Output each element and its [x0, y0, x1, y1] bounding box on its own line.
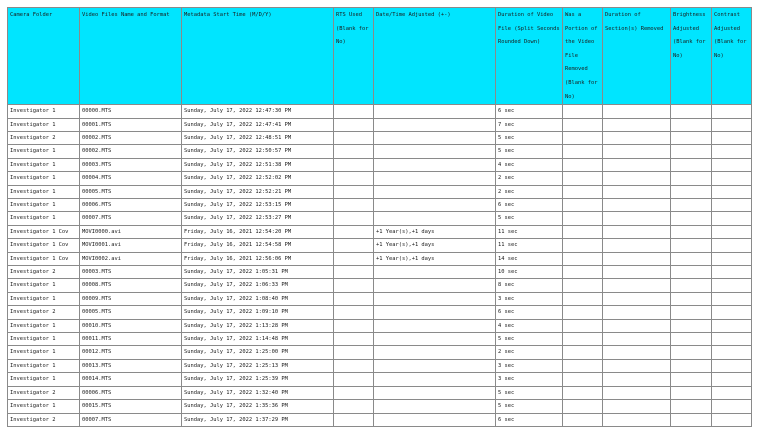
cell-metadata-start-time[interactable]: Sunday, July 17, 2022 1:09:10 PM [182, 306, 334, 319]
cell-video-file[interactable]: 00006.MTS [80, 199, 182, 212]
cell-camera-folder[interactable]: Investigator 1 Cov [8, 239, 80, 252]
cell-camera-folder[interactable]: Investigator 1 [8, 319, 80, 332]
cell-brightness-adjusted[interactable] [671, 400, 712, 413]
column-header-duration[interactable]: Duration of Video File (Split Seconds Rounded Down) [496, 8, 563, 105]
cell-video-file[interactable]: 00001.MTS [80, 118, 182, 131]
cell-duration[interactable]: 4 sec [496, 158, 563, 171]
cell-metadata-start-time[interactable]: Sunday, July 17, 2022 1:32:40 PM [182, 386, 334, 399]
cell-metadata-start-time[interactable]: Sunday, July 17, 2022 1:13:28 PM [182, 319, 334, 332]
column-header-rts-used[interactable]: RTS Used (Blank for No) [334, 8, 374, 105]
cell-duration[interactable]: 5 sec [496, 400, 563, 413]
cell-camera-folder[interactable]: Investigator 2 [8, 266, 80, 279]
cell-metadata-start-time[interactable]: Sunday, July 17, 2022 1:06:33 PM [182, 279, 334, 292]
cell-brightness-adjusted[interactable] [671, 386, 712, 399]
cell-metadata-start-time[interactable]: Friday, July 16, 2021 12:54:20 PM [182, 225, 334, 238]
cell-video-file[interactable]: MOVI0001.avi [80, 239, 182, 252]
cell-metadata-start-time[interactable]: Sunday, July 17, 2022 12:52:21 PM [182, 185, 334, 198]
cell-camera-folder[interactable]: Investigator 1 [8, 105, 80, 118]
cell-portion-removed[interactable] [563, 279, 603, 292]
cell-metadata-start-time[interactable]: Sunday, July 17, 2022 1:37:29 PM [182, 413, 334, 426]
cell-metadata-start-time[interactable]: Sunday, July 17, 2022 1:25:00 PM [182, 346, 334, 359]
cell-camera-folder[interactable]: Investigator 1 [8, 333, 80, 346]
cell-datetime-adjusted[interactable] [374, 279, 496, 292]
cell-datetime-adjusted[interactable] [374, 306, 496, 319]
cell-portion-removed[interactable] [563, 252, 603, 265]
table-row[interactable] [8, 413, 752, 426]
cell-duration[interactable]: 8 sec [496, 279, 563, 292]
cell-metadata-start-time[interactable]: Sunday, July 17, 2022 12:52:02 PM [182, 172, 334, 185]
cell-duration[interactable]: 11 sec [496, 225, 563, 238]
table-row[interactable] [8, 252, 752, 265]
cell-duration-removed[interactable] [603, 252, 671, 265]
cell-contrast-adjusted[interactable] [712, 413, 752, 426]
cell-video-file[interactable]: 00005.MTS [80, 185, 182, 198]
cell-contrast-adjusted[interactable] [712, 185, 752, 198]
cell-portion-removed[interactable] [563, 225, 603, 238]
cell-camera-folder[interactable]: Investigator 1 [8, 292, 80, 305]
cell-portion-removed[interactable] [563, 346, 603, 359]
cell-rts-used[interactable] [334, 105, 374, 118]
cell-duration[interactable]: 2 sec [496, 185, 563, 198]
cell-datetime-adjusted[interactable] [374, 158, 496, 171]
cell-metadata-start-time[interactable]: Sunday, July 17, 2022 12:51:38 PM [182, 158, 334, 171]
table-body [8, 105, 752, 427]
cell-duration-removed[interactable] [603, 279, 671, 292]
cell-portion-removed[interactable] [563, 413, 603, 426]
cell-video-file[interactable]: 00002.MTS [80, 131, 182, 144]
table-row[interactable] [8, 279, 752, 292]
cell-duration-removed[interactable] [603, 413, 671, 426]
cell-rts-used[interactable] [334, 333, 374, 346]
cell-duration[interactable]: 6 sec [496, 199, 563, 212]
cell-datetime-adjusted[interactable] [374, 145, 496, 158]
column-header-contrast-adjusted[interactable]: Contrast Adjusted (Blank for No) [712, 8, 752, 105]
cell-rts-used[interactable] [334, 386, 374, 399]
cell-duration-removed[interactable] [603, 199, 671, 212]
cell-datetime-adjusted[interactable] [374, 118, 496, 131]
cell-video-file[interactable]: 00012.MTS [80, 346, 182, 359]
cell-video-file[interactable]: 00006.MTS [80, 386, 182, 399]
cell-duration-removed[interactable] [603, 333, 671, 346]
cell-contrast-adjusted[interactable] [712, 306, 752, 319]
cell-portion-removed[interactable] [563, 145, 603, 158]
cell-metadata-start-time[interactable]: Sunday, July 17, 2022 1:25:13 PM [182, 359, 334, 372]
cell-duration[interactable]: 2 sec [496, 172, 563, 185]
cell-video-file[interactable]: MOVI0002.avi [80, 252, 182, 265]
cell-duration[interactable]: 11 sec [496, 239, 563, 252]
cell-camera-folder[interactable]: Investigator 1 [8, 373, 80, 386]
cell-camera-folder[interactable]: Investigator 2 [8, 413, 80, 426]
cell-duration[interactable]: 3 sec [496, 292, 563, 305]
column-header-brightness-adjusted[interactable]: Brightness Adjusted (Blank for No) [671, 8, 712, 105]
cell-rts-used[interactable] [334, 413, 374, 426]
cell-rts-used[interactable] [334, 239, 374, 252]
cell-duration[interactable]: 5 sec [496, 131, 563, 144]
cell-portion-removed[interactable] [563, 319, 603, 332]
cell-brightness-adjusted[interactable] [671, 131, 712, 144]
cell-brightness-adjusted[interactable] [671, 145, 712, 158]
table-row[interactable] [8, 105, 752, 118]
cell-contrast-adjusted[interactable] [712, 373, 752, 386]
table-row[interactable] [8, 400, 752, 413]
cell-video-file[interactable]: 00003.MTS [80, 266, 182, 279]
cell-camera-folder[interactable]: Investigator 1 [8, 400, 80, 413]
cell-duration[interactable]: 2 sec [496, 346, 563, 359]
cell-brightness-adjusted[interactable] [671, 239, 712, 252]
cell-portion-removed[interactable] [563, 118, 603, 131]
cell-duration-removed[interactable] [603, 172, 671, 185]
cell-rts-used[interactable] [334, 145, 374, 158]
cell-datetime-adjusted[interactable] [374, 105, 496, 118]
cell-duration-removed[interactable] [603, 145, 671, 158]
cell-contrast-adjusted[interactable] [712, 105, 752, 118]
cell-contrast-adjusted[interactable] [712, 118, 752, 131]
cell-duration-removed[interactable] [603, 185, 671, 198]
cell-portion-removed[interactable] [563, 172, 603, 185]
cell-camera-folder[interactable]: Investigator 2 [8, 131, 80, 144]
cell-portion-removed[interactable] [563, 131, 603, 144]
table-row[interactable] [8, 145, 752, 158]
cell-camera-folder[interactable]: Investigator 1 [8, 145, 80, 158]
cell-brightness-adjusted[interactable] [671, 292, 712, 305]
cell-portion-removed[interactable] [563, 185, 603, 198]
cell-duration[interactable]: 14 sec [496, 252, 563, 265]
cell-datetime-adjusted[interactable] [374, 319, 496, 332]
cell-rts-used[interactable] [334, 319, 374, 332]
cell-portion-removed[interactable] [563, 212, 603, 225]
column-header-portion-removed[interactable]: Was a Portion of the Video File Removed (Blank for No) [563, 8, 603, 105]
cell-duration[interactable]: 7 sec [496, 118, 563, 131]
cell-contrast-adjusted[interactable] [712, 172, 752, 185]
cell-rts-used[interactable] [334, 118, 374, 131]
cell-rts-used[interactable] [334, 199, 374, 212]
cell-portion-removed[interactable] [563, 199, 603, 212]
table-row[interactable] [8, 373, 752, 386]
cell-metadata-start-time[interactable]: Sunday, July 17, 2022 12:53:15 PM [182, 199, 334, 212]
cell-contrast-adjusted[interactable] [712, 292, 752, 305]
cell-portion-removed[interactable] [563, 105, 603, 118]
table-row[interactable] [8, 306, 752, 319]
table-row[interactable] [8, 185, 752, 198]
cell-datetime-adjusted[interactable] [374, 131, 496, 144]
cell-video-file[interactable]: 00009.MTS [80, 292, 182, 305]
cell-portion-removed[interactable] [563, 386, 603, 399]
cell-brightness-adjusted[interactable] [671, 306, 712, 319]
cell-rts-used[interactable] [334, 266, 374, 279]
cell-contrast-adjusted[interactable] [712, 346, 752, 359]
cell-rts-used[interactable] [334, 400, 374, 413]
table-row[interactable] [8, 239, 752, 252]
cell-duration[interactable]: 6 sec [496, 105, 563, 118]
cell-duration[interactable]: 3 sec [496, 373, 563, 386]
cell-duration-removed[interactable] [603, 266, 671, 279]
cell-brightness-adjusted[interactable] [671, 199, 712, 212]
cell-metadata-start-time[interactable]: Sunday, July 17, 2022 1:05:31 PM [182, 266, 334, 279]
cell-rts-used[interactable] [334, 225, 374, 238]
cell-portion-removed[interactable] [563, 359, 603, 372]
video-log-table [7, 7, 752, 427]
cell-video-file[interactable]: 00007.MTS [80, 212, 182, 225]
cell-datetime-adjusted[interactable] [374, 373, 496, 386]
cell-video-file[interactable]: 00003.MTS [80, 158, 182, 171]
cell-video-file[interactable]: 00002.MTS [80, 145, 182, 158]
cell-contrast-adjusted[interactable] [712, 266, 752, 279]
cell-rts-used[interactable] [334, 158, 374, 171]
table-row[interactable] [8, 319, 752, 332]
cell-brightness-adjusted[interactable] [671, 158, 712, 171]
cell-datetime-adjusted[interactable] [374, 266, 496, 279]
cell-brightness-adjusted[interactable] [671, 185, 712, 198]
cell-camera-folder[interactable]: Investigator 1 [8, 212, 80, 225]
cell-contrast-adjusted[interactable] [712, 279, 752, 292]
table-row[interactable] [8, 131, 752, 144]
cell-duration-removed[interactable] [603, 239, 671, 252]
table-row[interactable] [8, 266, 752, 279]
cell-video-file[interactable]: 00004.MTS [80, 172, 182, 185]
cell-portion-removed[interactable] [563, 373, 603, 386]
cell-datetime-adjusted[interactable] [374, 413, 496, 426]
cell-rts-used[interactable] [334, 373, 374, 386]
cell-metadata-start-time[interactable]: Sunday, July 17, 2022 12:47:30 PM [182, 105, 334, 118]
cell-duration[interactable]: 6 sec [496, 413, 563, 426]
cell-metadata-start-time[interactable]: Sunday, July 17, 2022 12:48:51 PM [182, 131, 334, 144]
cell-datetime-adjusted[interactable]: +1 Year(s),+1 days [374, 225, 496, 238]
cell-duration-removed[interactable] [603, 359, 671, 372]
column-header-duration-removed[interactable]: Duration of Section(s) Removed [603, 8, 671, 105]
cell-duration[interactable]: 5 sec [496, 386, 563, 399]
cell-rts-used[interactable] [334, 359, 374, 372]
cell-contrast-adjusted[interactable] [712, 386, 752, 399]
cell-camera-folder[interactable]: Investigator 1 [8, 346, 80, 359]
column-header-metadata-start-time[interactable]: Metadata Start Time (M/D/Y) [182, 8, 334, 105]
cell-contrast-adjusted[interactable] [712, 145, 752, 158]
cell-duration-removed[interactable] [603, 212, 671, 225]
cell-duration-removed[interactable] [603, 346, 671, 359]
cell-camera-folder[interactable]: Investigator 1 Cov [8, 252, 80, 265]
cell-brightness-adjusted[interactable] [671, 319, 712, 332]
table-row[interactable] [8, 199, 752, 212]
table-row[interactable] [8, 346, 752, 359]
cell-rts-used[interactable] [334, 346, 374, 359]
cell-duration-removed[interactable] [603, 105, 671, 118]
cell-duration[interactable]: 5 sec [496, 333, 563, 346]
cell-camera-folder[interactable]: Investigator 2 [8, 386, 80, 399]
cell-metadata-start-time[interactable]: Friday, July 16, 2021 12:54:58 PM [182, 239, 334, 252]
cell-metadata-start-time[interactable]: Sunday, July 17, 2022 1:25:39 PM [182, 373, 334, 386]
cell-duration[interactable]: 6 sec [496, 306, 563, 319]
cell-brightness-adjusted[interactable] [671, 346, 712, 359]
cell-contrast-adjusted[interactable] [712, 252, 752, 265]
table-row[interactable] [8, 172, 752, 185]
cell-camera-folder[interactable]: Investigator 1 [8, 158, 80, 171]
cell-contrast-adjusted[interactable] [712, 400, 752, 413]
table-row[interactable] [8, 212, 752, 225]
column-header-video-file[interactable]: Video Files Name and Format [80, 8, 182, 105]
cell-duration-removed[interactable] [603, 400, 671, 413]
cell-rts-used[interactable] [334, 131, 374, 144]
cell-metadata-start-time[interactable]: Sunday, July 17, 2022 12:47:41 PM [182, 118, 334, 131]
table-row[interactable] [8, 118, 752, 131]
cell-brightness-adjusted[interactable] [671, 225, 712, 238]
cell-duration-removed[interactable] [603, 319, 671, 332]
cell-datetime-adjusted[interactable]: +1 Year(s),+1 days [374, 239, 496, 252]
table-row[interactable] [8, 333, 752, 346]
column-header-camera-folder[interactable]: Camera Folder [8, 8, 80, 105]
cell-rts-used[interactable] [334, 185, 374, 198]
cell-brightness-adjusted[interactable] [671, 172, 712, 185]
cell-portion-removed[interactable] [563, 158, 603, 171]
cell-brightness-adjusted[interactable] [671, 413, 712, 426]
cell-camera-folder[interactable]: Investigator 1 [8, 359, 80, 372]
cell-datetime-adjusted[interactable]: +1 Year(s),+1 days [374, 252, 496, 265]
cell-duration[interactable]: 5 sec [496, 212, 563, 225]
cell-camera-folder[interactable]: Investigator 1 [8, 172, 80, 185]
cell-duration-removed[interactable] [603, 158, 671, 171]
header-row [8, 8, 752, 105]
cell-camera-folder[interactable]: Investigator 1 Cov [8, 225, 80, 238]
cell-duration[interactable]: 5 sec [496, 145, 563, 158]
cell-portion-removed[interactable] [563, 266, 603, 279]
cell-video-file[interactable]: 00011.MTS [80, 333, 182, 346]
cell-datetime-adjusted[interactable] [374, 172, 496, 185]
cell-camera-folder[interactable]: Investigator 1 [8, 199, 80, 212]
cell-brightness-adjusted[interactable] [671, 359, 712, 372]
cell-brightness-adjusted[interactable] [671, 279, 712, 292]
cell-metadata-start-time[interactable]: Friday, July 16, 2021 12:56:06 PM [182, 252, 334, 265]
cell-brightness-adjusted[interactable] [671, 212, 712, 225]
cell-brightness-adjusted[interactable] [671, 118, 712, 131]
cell-datetime-adjusted[interactable] [374, 185, 496, 198]
cell-video-file[interactable]: 00015.MTS [80, 400, 182, 413]
cell-video-file[interactable]: 00008.MTS [80, 279, 182, 292]
cell-datetime-adjusted[interactable] [374, 199, 496, 212]
cell-rts-used[interactable] [334, 172, 374, 185]
cell-datetime-adjusted[interactable] [374, 359, 496, 372]
cell-duration[interactable]: 4 sec [496, 319, 563, 332]
cell-contrast-adjusted[interactable] [712, 225, 752, 238]
cell-portion-removed[interactable] [563, 239, 603, 252]
cell-metadata-start-time[interactable]: Sunday, July 17, 2022 1:35:36 PM [182, 400, 334, 413]
cell-camera-folder[interactable]: Investigator 1 [8, 185, 80, 198]
cell-video-file[interactable]: 00010.MTS [80, 319, 182, 332]
cell-contrast-adjusted[interactable] [712, 319, 752, 332]
cell-video-file[interactable]: 00007.MTS [80, 413, 182, 426]
cell-duration-removed[interactable] [603, 386, 671, 399]
cell-contrast-adjusted[interactable] [712, 239, 752, 252]
table-row[interactable] [8, 386, 752, 399]
cell-duration-removed[interactable] [603, 306, 671, 319]
cell-rts-used[interactable] [334, 292, 374, 305]
cell-rts-used[interactable] [334, 252, 374, 265]
cell-duration-removed[interactable] [603, 131, 671, 144]
cell-camera-folder[interactable]: Investigator 2 [8, 306, 80, 319]
cell-video-file[interactable]: 00005.MTS [80, 306, 182, 319]
cell-duration-removed[interactable] [603, 225, 671, 238]
table-row[interactable] [8, 292, 752, 305]
cell-duration-removed[interactable] [603, 118, 671, 131]
cell-brightness-adjusted[interactable] [671, 333, 712, 346]
cell-duration-removed[interactable] [603, 292, 671, 305]
cell-portion-removed[interactable] [563, 333, 603, 346]
cell-contrast-adjusted[interactable] [712, 333, 752, 346]
cell-brightness-adjusted[interactable] [671, 105, 712, 118]
cell-portion-removed[interactable] [563, 306, 603, 319]
cell-duration[interactable]: 10 sec [496, 266, 563, 279]
cell-metadata-start-time[interactable]: Sunday, July 17, 2022 12:50:57 PM [182, 145, 334, 158]
cell-datetime-adjusted[interactable] [374, 333, 496, 346]
cell-datetime-adjusted[interactable] [374, 400, 496, 413]
cell-rts-used[interactable] [334, 306, 374, 319]
cell-duration-removed[interactable] [603, 373, 671, 386]
cell-contrast-adjusted[interactable] [712, 212, 752, 225]
cell-datetime-adjusted[interactable] [374, 212, 496, 225]
cell-brightness-adjusted[interactable] [671, 252, 712, 265]
cell-video-file[interactable]: MOVI0000.avi [80, 225, 182, 238]
cell-metadata-start-time[interactable]: Sunday, July 17, 2022 1:14:48 PM [182, 333, 334, 346]
cell-brightness-adjusted[interactable] [671, 266, 712, 279]
cell-contrast-adjusted[interactable] [712, 199, 752, 212]
cell-video-file[interactable]: 00000.MTS [80, 105, 182, 118]
cell-contrast-adjusted[interactable] [712, 131, 752, 144]
cell-contrast-adjusted[interactable] [712, 158, 752, 171]
cell-rts-used[interactable] [334, 212, 374, 225]
table-row[interactable] [8, 359, 752, 372]
table-row[interactable] [8, 225, 752, 238]
cell-camera-folder[interactable]: Investigator 1 [8, 118, 80, 131]
column-header-datetime-adjusted[interactable]: Date/Time Adjusted (+-) [374, 8, 496, 105]
cell-datetime-adjusted[interactable] [374, 346, 496, 359]
cell-datetime-adjusted[interactable] [374, 292, 496, 305]
cell-video-file[interactable]: 00014.MTS [80, 373, 182, 386]
cell-video-file[interactable]: 00013.MTS [80, 359, 182, 372]
table-row[interactable] [8, 158, 752, 171]
cell-portion-removed[interactable] [563, 292, 603, 305]
cell-contrast-adjusted[interactable] [712, 359, 752, 372]
cell-duration[interactable]: 3 sec [496, 359, 563, 372]
cell-portion-removed[interactable] [563, 400, 603, 413]
cell-brightness-adjusted[interactable] [671, 373, 712, 386]
cell-datetime-adjusted[interactable] [374, 386, 496, 399]
cell-metadata-start-time[interactable]: Sunday, July 17, 2022 12:53:27 PM [182, 212, 334, 225]
cell-camera-folder[interactable]: Investigator 1 [8, 279, 80, 292]
cell-metadata-start-time[interactable]: Sunday, July 17, 2022 1:08:40 PM [182, 292, 334, 305]
cell-rts-used[interactable] [334, 279, 374, 292]
